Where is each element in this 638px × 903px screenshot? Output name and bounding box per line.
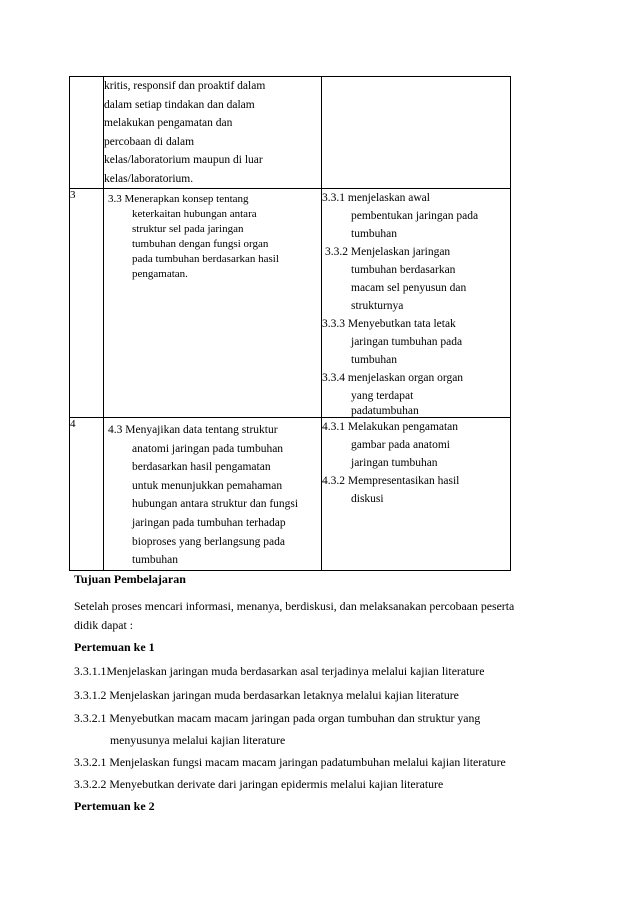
text-line: 4.3.1 Melakukan pengamatan xyxy=(322,421,459,433)
text-line: hubungan antara struktur dan fungsi xyxy=(132,498,299,511)
text-line: 4.3 Menyajikan data tentang struktur xyxy=(108,424,278,436)
text-line: tumbuhan berdasarkan xyxy=(351,264,456,276)
text-line: diskusi xyxy=(351,493,384,505)
row-number: 4 xyxy=(70,418,104,571)
text-line: macam sel penyusun dan xyxy=(351,282,467,294)
row-number xyxy=(70,77,104,189)
text-line: 3.3 Menerapkan konsep tentang xyxy=(108,193,249,205)
text-line: jaringan pada tumbuhan terhadap xyxy=(132,516,286,529)
text-line: padatumbuhan xyxy=(351,405,419,417)
text-line: percobaan di dalam xyxy=(104,135,195,148)
intro-paragraph-line: Setelah proses mencari informasi, menanya, berdiskusi, dan melaksanakan percobaan peserta xyxy=(74,599,515,613)
table-row xyxy=(70,189,511,418)
learning-goal: 3.3.2.1 Menyebutkan macam macam jaringan pada organ tumbuhan dan struktur yang xyxy=(74,711,481,725)
text-line: pengamatan. xyxy=(132,268,188,280)
text-line: jaringan tumbuhan pada xyxy=(351,336,463,348)
text-line: yang terdapat xyxy=(351,390,414,402)
text-line: strukturnya xyxy=(351,300,404,312)
indicator-cell xyxy=(322,77,511,189)
meeting-1-title: Pertemuan ke 1 xyxy=(74,640,155,654)
basic-competency-cell xyxy=(104,189,322,418)
basic-competency-cell xyxy=(104,77,322,189)
text-line: 3.3.2 Menjelaskan jaringan xyxy=(325,246,451,258)
text-line: pada tumbuhan berdasarkan hasil xyxy=(132,253,279,265)
learning-goal: 3.3.2.1 Menjelaskan fungsi macam macam jaringan padatumbuhan melalui kajian literature xyxy=(74,755,506,769)
indicator-cell xyxy=(322,189,511,418)
basic-competency-cell xyxy=(104,418,322,571)
text-line: anatomi jaringan pada tumbuhan xyxy=(132,442,284,455)
text-line: 3.3.4 menjelaskan organ organ xyxy=(322,372,464,384)
text-line: pembentukan jaringan pada xyxy=(351,210,479,222)
meeting-2-title: Pertemuan ke 2 xyxy=(74,799,155,813)
text-line: berdasarkan hasil pengamatan xyxy=(132,461,271,474)
learning-goal: 3.3.1.2 Menjelaskan jaringan muda berdasarkan letaknya melalui kajian literature xyxy=(74,688,459,702)
learning-goal-continuation: menyusunya melalui kajian literature xyxy=(110,733,286,747)
text-line: kelas/laboratorium. xyxy=(104,172,194,185)
text-line: tumbuhan dengan fungsi organ xyxy=(132,238,269,250)
intro-paragraph-line: didik dapat : xyxy=(74,618,133,632)
text-line: 3.3.3 Menyebutkan tata letak xyxy=(322,318,456,330)
indicator-cell xyxy=(322,418,511,571)
text-line: tumbuhan xyxy=(351,228,397,240)
text-line: tumbuhan xyxy=(351,354,397,366)
competency-table xyxy=(69,76,511,571)
text-line: 3.3.1 menjelaskan awal xyxy=(322,192,430,204)
text-line: kritis, responsif dan proaktif dalam xyxy=(104,80,266,92)
text-line: bioproses yang berlangsung pada xyxy=(132,535,285,548)
row-number: 3 xyxy=(70,189,104,418)
text-line: untuk menunjukkan pemahaman xyxy=(132,479,283,492)
text-line: gambar pada anatomi xyxy=(351,439,450,451)
text-line: kelas/laboratorium maupun di luar xyxy=(104,154,263,166)
text-line: tumbuhan xyxy=(132,554,178,567)
text-line: 4.3.2 Mempresentasikan hasil xyxy=(322,475,460,487)
text-line: melakukan pengamatan dan xyxy=(104,117,233,129)
learning-goal: 3.3.2.2 Menyebutkan derivate dari jaringan epidermis melalui kajian literature xyxy=(74,777,444,791)
text-line: struktur sel pada jaringan xyxy=(132,223,244,235)
table-row xyxy=(70,77,511,189)
section-title: Tujuan Pembelajaran xyxy=(74,572,186,586)
table-row xyxy=(70,418,511,571)
text-line: keterkaitan hubungan antara xyxy=(132,208,257,220)
learning-goal: 3.3.1.1Menjelaskan jaringan muda berdasarkan asal terjadinya melalui kajian literature xyxy=(74,664,485,678)
text-line: jaringan tumbuhan xyxy=(351,457,438,469)
text-line: dalam setiap tindakan dan dalam xyxy=(104,98,255,111)
